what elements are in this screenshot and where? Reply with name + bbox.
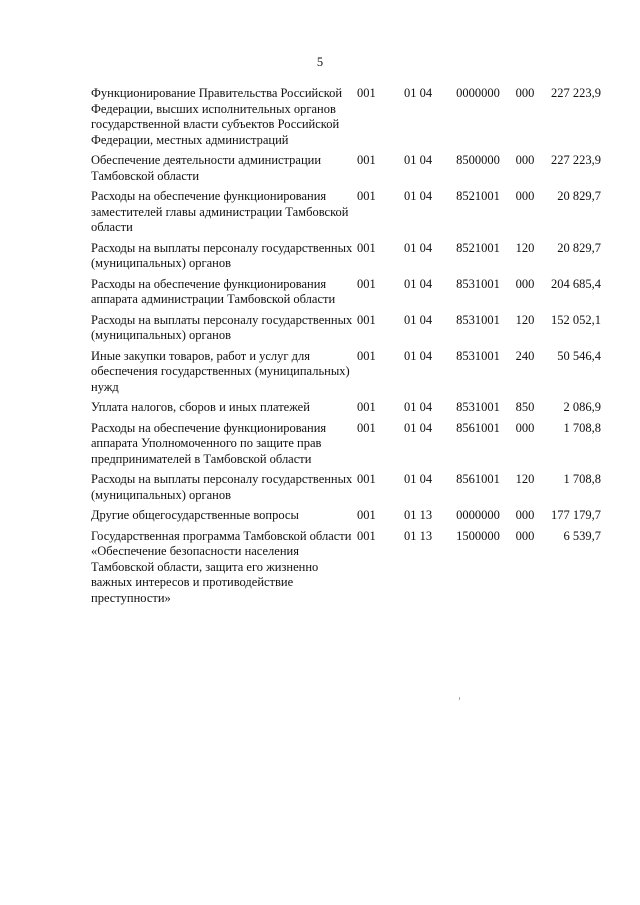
row-name: Расходы на обеспечение функционирования заместителей главы администрации Тамбовской области — [91, 189, 349, 234]
row-expense-type-code: 850 — [515, 400, 535, 414]
row-amount: 204 685,4 — [551, 276, 601, 291]
row-amount: 20 829,7 — [557, 240, 601, 255]
table-row — [91, 529, 601, 607]
row-ministry-code: 001 — [357, 240, 376, 255]
row-target-code: 8531001 — [456, 400, 500, 414]
row-ministry-code: 001 — [357, 189, 376, 203]
row-section-code: 01 04 — [403, 189, 433, 203]
row-name: Расходы на выплаты персоналу государственных (муниципальных) органов — [91, 472, 353, 502]
row-ministry-code: 001 — [357, 276, 376, 291]
table-row — [91, 313, 601, 344]
row-target-code: 8531001 — [456, 312, 500, 327]
row-amount: 6 539,7 — [563, 528, 601, 543]
row-ministry-code: 001 — [357, 400, 376, 414]
row-section-code: 01 04 — [403, 276, 433, 291]
budget-table — [91, 86, 601, 611]
row-expense-type-code: 000 — [515, 189, 535, 203]
table-row — [91, 421, 601, 468]
row-section-code: 01 04 — [403, 312, 433, 327]
table-row — [91, 400, 601, 416]
row-name: Уплата налогов, сборов и иных платежей — [91, 400, 310, 414]
row-ministry-code: 001 — [357, 312, 376, 327]
row-target-code: 8500000 — [456, 153, 500, 167]
table-row — [91, 153, 601, 184]
row-section-code: 01 13 — [403, 528, 433, 543]
table-row — [91, 86, 601, 148]
table-row — [91, 277, 601, 308]
row-amount: 227 223,9 — [551, 86, 601, 100]
row-amount: 50 546,4 — [557, 348, 601, 363]
row-name: Расходы на обеспечение функционирования аппарата администрации Тамбовской области — [91, 276, 336, 306]
row-target-code: 8561001 — [456, 472, 500, 486]
row-name: Функционирование Правительства Российской Федерации, высших исполнительных органов государственной власти субъектов Российской Федерации, местных администраций — [91, 86, 343, 147]
table-row — [91, 349, 601, 396]
row-amount: 2 086,9 — [563, 400, 601, 414]
row-ministry-code: 001 — [357, 86, 376, 100]
row-ministry-code: 001 — [357, 472, 376, 486]
row-expense-type-code: 000 — [515, 528, 535, 543]
row-section-code: 01 04 — [403, 400, 433, 414]
row-expense-type-code: 000 — [515, 276, 535, 291]
row-name: Расходы на выплаты персоналу государственных (муниципальных) органов — [91, 312, 353, 342]
row-amount: 1 708,8 — [563, 472, 601, 486]
row-target-code: 0000000 — [456, 508, 500, 522]
row-name: Другие общегосударственные вопросы — [91, 508, 299, 522]
row-ministry-code: 001 — [357, 348, 376, 363]
table-row — [91, 241, 601, 272]
row-target-code: 1500000 — [456, 528, 500, 543]
row-expense-type-code: 120 — [515, 240, 535, 255]
row-ministry-code: 001 — [357, 528, 376, 543]
row-target-code: 8531001 — [456, 348, 500, 363]
row-target-code: 8521001 — [456, 240, 500, 255]
row-expense-type-code: 000 — [515, 508, 535, 522]
page-number: 5 — [316, 55, 324, 69]
row-section-code: 01 04 — [403, 420, 433, 435]
row-amount: 152 052,1 — [551, 312, 601, 327]
row-target-code: 8521001 — [456, 189, 500, 203]
row-expense-type-code: 240 — [515, 348, 535, 363]
row-section-code: 01 04 — [403, 348, 433, 363]
row-expense-type-code: 120 — [515, 472, 535, 486]
row-expense-type-code: 000 — [515, 86, 535, 100]
row-amount: 177 179,7 — [551, 508, 601, 522]
row-section-code: 01 04 — [403, 472, 433, 486]
row-amount: 20 829,7 — [557, 189, 601, 203]
table-row — [91, 508, 601, 524]
row-section-code: 01 13 — [403, 508, 433, 522]
row-amount: 1 708,8 — [563, 420, 601, 435]
row-target-code: 0000000 — [456, 86, 500, 100]
row-name: Государственная программа Тамбовской области «Обеспечение безопасности населения Тамбовской области, защита его жизненно важных интересов и противодействие преступности» — [91, 528, 352, 605]
scan-artifact — [459, 697, 460, 700]
table-row — [91, 189, 601, 236]
row-name: Обеспечение деятельности администрации Тамбовской области — [91, 153, 322, 183]
row-name: Иные закупки товаров, работ и услуг для обеспечения государственных (муниципальных) нужд — [91, 348, 350, 394]
row-section-code: 01 04 — [403, 86, 433, 100]
row-name: Расходы на обеспечение функционирования аппарата Уполномоченного по защите прав предпринимателей в Тамбовской области — [91, 420, 327, 466]
row-expense-type-code: 120 — [515, 312, 535, 327]
row-expense-type-code: 000 — [515, 153, 535, 167]
row-ministry-code: 001 — [357, 153, 376, 167]
row-expense-type-code: 000 — [515, 420, 535, 435]
row-target-code: 8531001 — [456, 276, 500, 291]
row-ministry-code: 001 — [357, 420, 376, 435]
row-target-code: 8561001 — [456, 420, 500, 435]
row-section-code: 01 04 — [403, 153, 433, 167]
row-amount: 227 223,9 — [551, 153, 601, 167]
row-name: Расходы на выплаты персоналу государственных (муниципальных) органов — [91, 240, 353, 270]
table-row — [91, 472, 601, 503]
row-ministry-code: 001 — [357, 508, 376, 522]
row-section-code: 01 04 — [403, 240, 433, 255]
